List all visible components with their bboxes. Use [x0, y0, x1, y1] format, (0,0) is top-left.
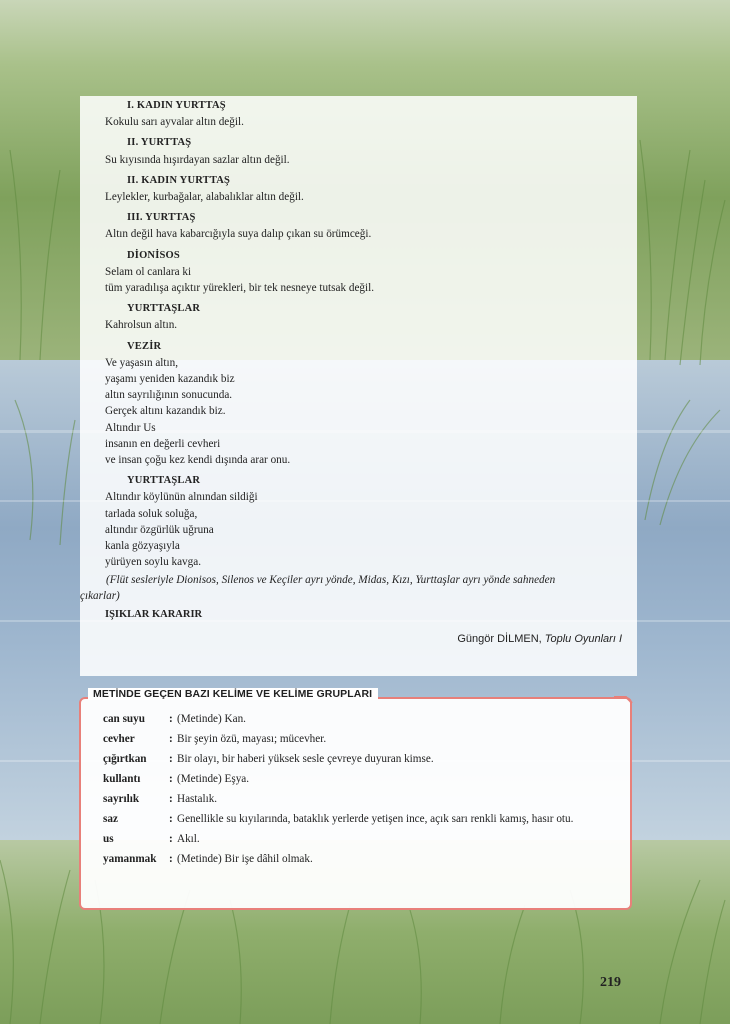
glossary-definition: Hastalık.: [177, 793, 218, 805]
speaker-name: II. YURTTAŞ: [127, 137, 192, 149]
glossary-title: METİNDE GEÇEN BAZI KELİME VE KELİME GRUPLARI: [88, 688, 378, 700]
speaker-name: YURTTAŞLAR: [127, 303, 201, 315]
verse-line: ve insan çoğu kez kendi dışında arar onu.: [105, 454, 291, 467]
speech: [105, 98, 625, 130]
glossary-term: can suyu: [103, 713, 145, 725]
verse-line: insanın en değerli cevheri: [105, 437, 221, 450]
glossary-definition: (Metinde) Bir işe dâhil olmak.: [177, 853, 313, 865]
glossary-item: cevher : Bir şeyin özü, mayası; mücevher.: [103, 732, 623, 747]
glossary-item: sayrılık : Hastalık.: [103, 792, 623, 807]
speech: [105, 248, 625, 297]
glossary-term: yamanmak: [103, 853, 157, 865]
glossary-item: kullantı : (Metinde) Eşya.: [103, 772, 623, 787]
glossary-definition: Bir şeyin özü, mayası; mücevher.: [177, 733, 327, 745]
glossary-term: kullantı: [103, 773, 141, 785]
stage-direction-line-1: (Flüt sesleriyle Dionisos, Silenos ve Keçiler ayrı yönde, Midas, Kızı, Yurttaşlar ayrı yönde sahneden: [106, 574, 556, 586]
speech: [105, 135, 625, 167]
speaker-name: I. KADIN YURTTAŞ: [127, 100, 226, 111]
verse-line: Kahrolsun altın.: [105, 319, 178, 332]
verse-line: Leylekler, kurbağalar, alabalıklar altın değil.: [105, 191, 304, 204]
verse-line: tüm yaradılışa açıktır yürekleri, bir tek nesneye tutsak değil.: [105, 282, 375, 295]
verse-line: Su kıyısında hışırdayan sazlar altın değil.: [105, 153, 290, 166]
speech: [105, 210, 625, 242]
glossary-list: [103, 712, 623, 872]
verse-line: Altın değil hava kabarcığıyla suya dalıp çıkan su örümceği.: [105, 228, 372, 241]
glossary-definition: (Metinde) Kan.: [177, 713, 246, 725]
glossary-item: us : Akıl.: [103, 832, 623, 847]
glossary-term: cevher: [103, 733, 135, 745]
glossary-item: çığırtkan : Bir olayı, bir haberi yüksek sesle çevreye duyuran kimse.: [103, 752, 623, 767]
verse-line: Selam ol canlara ki: [105, 265, 192, 278]
verse-line: yaşamı yeniden kazandık biz: [105, 373, 235, 386]
glossary-definition: (Metinde) Eşya.: [177, 773, 250, 785]
verse-line: altın sayrılığının sonucunda.: [105, 389, 233, 402]
lights-direction: IŞIKLAR KARARIR: [105, 609, 203, 620]
corner-fold-icon: [612, 690, 634, 712]
glossary-term: us: [103, 833, 114, 845]
speech: [105, 301, 625, 333]
verse-line: Altındır köylünün alnından sildiği: [105, 491, 258, 504]
glossary-definition: Akıl.: [177, 833, 200, 845]
glossary-item: yamanmak : (Metinde) Bir işe dâhil olmak.: [103, 852, 623, 867]
verse-line: Ve yaşasın altın,: [105, 356, 179, 369]
glossary-term: sayrılık: [103, 793, 140, 805]
verse-line: kanla gözyaşıyla: [105, 540, 180, 553]
speaker-name: VEZİR: [127, 340, 162, 352]
speaker-name: DİONİSOS: [127, 249, 180, 261]
verse-line: Gerçek altını kazandık biz.: [105, 405, 226, 418]
glossary-item: can suyu : (Metinde) Kan.: [103, 712, 623, 727]
glossary-definition: Genellikle su kıyılarında, bataklık yerlerde yetişen ince, açık sarı renkli kamış, hasır otu.: [177, 813, 574, 825]
glossary-definition: Bir olayı, bir haberi yüksek sesle çevreye duyuran kimse.: [177, 753, 434, 765]
glossary-item: saz : Genellikle su kıyılarında, bataklık yerlerde yetişen ince, açık sarı renkli kamış, hasır otu.: [103, 812, 623, 827]
speaker-name: II. KADIN YURTTAŞ: [127, 174, 231, 186]
credit-work: Toplu Oyunları I: [544, 633, 622, 645]
verse-line: tarlada soluk soluğa,: [105, 507, 198, 520]
speech: [105, 173, 625, 205]
source-credit: [457, 633, 622, 645]
verse-line: yürüyen soylu kavga.: [105, 556, 202, 569]
verse-line: Kokulu sarı ayvalar altın değil.: [105, 116, 244, 129]
speaker-name: YURTTAŞLAR: [127, 475, 201, 487]
glossary-term: saz: [103, 813, 118, 825]
play-excerpt: [105, 98, 625, 575]
speech: [105, 473, 625, 570]
speech: [105, 339, 625, 469]
glossary-term: çığırtkan: [103, 753, 147, 765]
stage-direction-line-2: çıkarlar): [80, 590, 120, 603]
verse-line: Altındır Us: [105, 421, 156, 434]
speaker-name: III. YURTTAŞ: [127, 212, 196, 224]
verse-line: altındır özgürlük uğruna: [105, 523, 214, 536]
stage-direction: [80, 572, 625, 604]
page-number: 219: [600, 975, 621, 990]
credit-author: Güngör DİLMEN,: [457, 633, 545, 645]
